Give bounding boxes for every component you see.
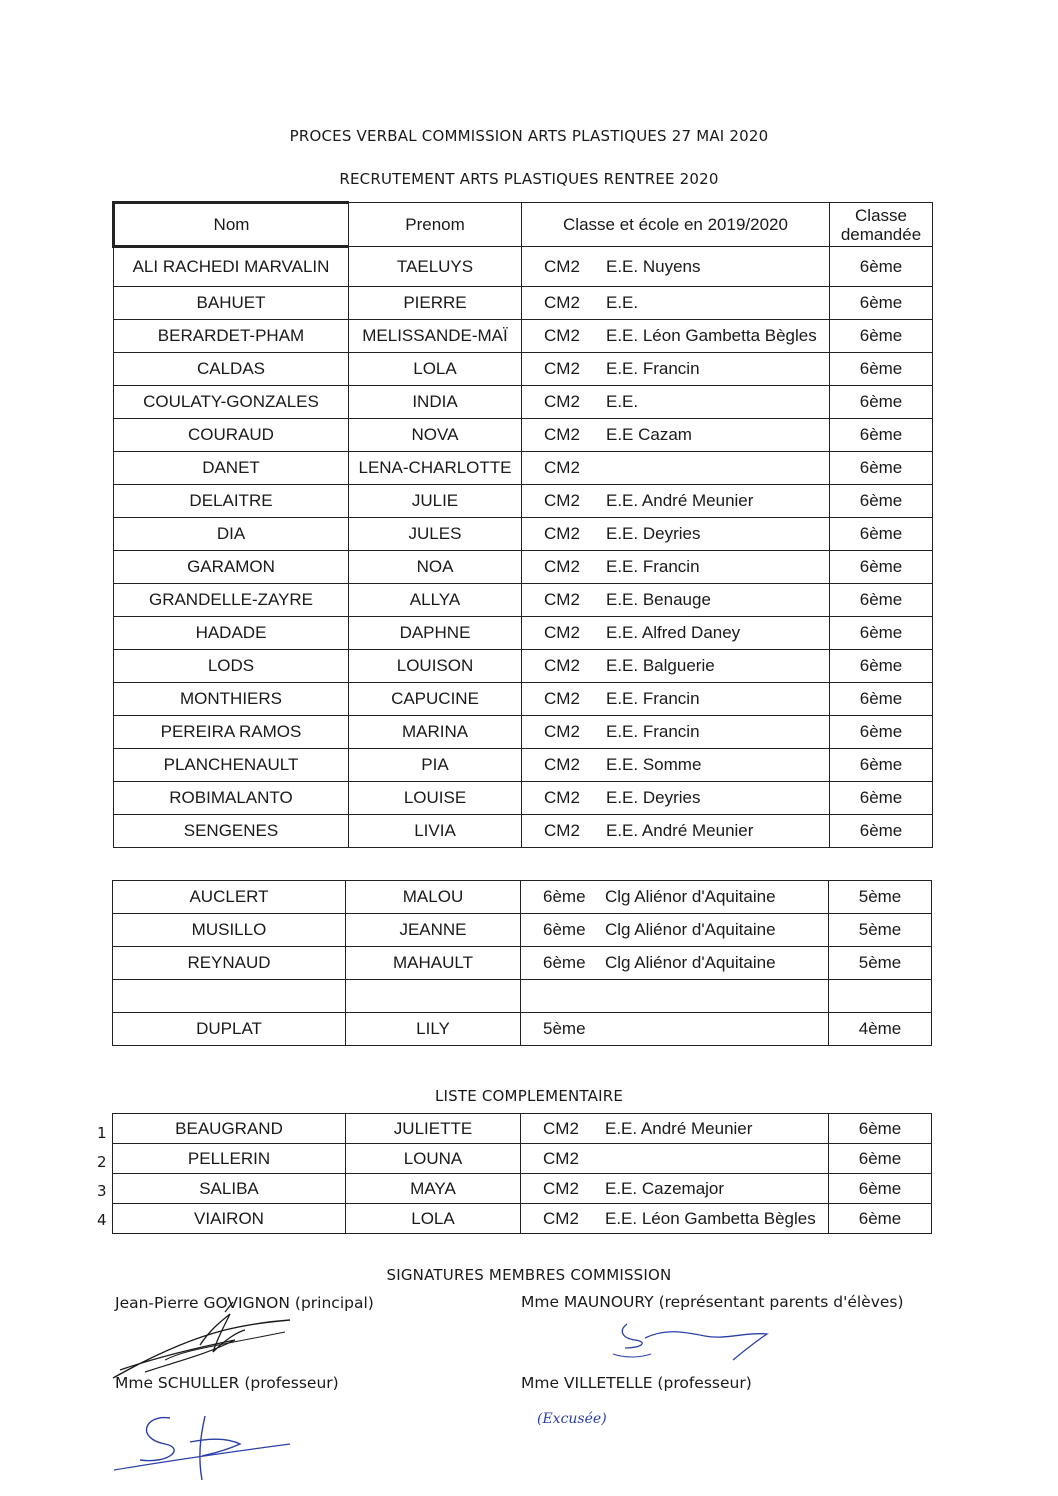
cell-prenom: ALLYA	[349, 584, 522, 617]
row-index: 1	[97, 1124, 107, 1142]
header-classe-demandee-line2: demandée	[840, 224, 922, 244]
cell-classe-ecole	[522, 716, 830, 749]
cell-nom: COULATY-GONZALES	[114, 386, 349, 419]
table-row	[113, 947, 932, 980]
cell-prenom: MAHAULT	[346, 947, 521, 980]
cell-nom: REYNAUD	[113, 947, 346, 980]
cell-classe: CM2	[544, 557, 580, 576]
table-row	[114, 247, 933, 287]
cell-prenom: DAPHNE	[349, 617, 522, 650]
cell-prenom: LOUISE	[349, 782, 522, 815]
cell-ecole: E.E. Francin	[606, 689, 700, 708]
cell-classe-ecole	[521, 947, 829, 980]
table-row	[113, 1174, 932, 1204]
cell-classe: CM2	[543, 1148, 579, 1168]
table-row	[114, 452, 933, 485]
cell-classe-demandee: 6ème	[829, 1174, 932, 1204]
cell-classe-demandee	[829, 980, 932, 1013]
table-row	[114, 650, 933, 683]
cell-classe-ecole	[522, 650, 830, 683]
cell-classe-ecole	[522, 287, 830, 320]
cell-nom: DANET	[114, 452, 349, 485]
cell-classe: CM2	[544, 524, 580, 543]
cell-ecole: E.E. Nuyens	[606, 256, 701, 276]
cell-nom: PELLERIN	[113, 1144, 346, 1174]
table-row	[114, 551, 933, 584]
cell-nom: DELAITRE	[114, 485, 349, 518]
cell-classe-demandee: 6ème	[830, 386, 933, 419]
cell-classe: CM2	[544, 623, 580, 642]
signature-label-parents: Mme MAUNOURY (représentant parents d'élèves)	[521, 1293, 904, 1311]
cell-classe-ecole	[522, 617, 830, 650]
cell-classe: CM2	[543, 1208, 579, 1228]
cell-classe: CM2	[544, 755, 580, 774]
signature-parents-image	[605, 1318, 775, 1368]
cell-classe-ecole	[522, 386, 830, 419]
cell-classe-demandee: 6ème	[830, 815, 933, 848]
cell-classe: CM2	[544, 788, 580, 807]
header-classe-demandee-line1: Classe	[855, 205, 907, 225]
cell-classe-ecole	[522, 815, 830, 848]
signature-label-principal: Jean-Pierre GOVIGNON (principal)	[115, 1294, 374, 1312]
cell-classe: CM2	[544, 425, 580, 444]
cell-prenom: PIA	[349, 749, 522, 782]
cell-classe-ecole	[521, 1013, 829, 1046]
cell-classe: CM2	[544, 689, 580, 708]
cell-nom: DIA	[114, 518, 349, 551]
table-row	[114, 485, 933, 518]
cell-nom: GRANDELLE-ZAYRE	[114, 584, 349, 617]
cell-classe-demandee: 6ème	[830, 452, 933, 485]
cell-ecole: E.E. André Meunier	[606, 821, 754, 840]
cell-ecole: E.E. André Meunier	[605, 1118, 753, 1138]
table-row	[114, 815, 933, 848]
cell-prenom: NOA	[349, 551, 522, 584]
liste-complementaire-table	[112, 1113, 932, 1234]
cell-nom: AUCLERT	[113, 881, 346, 914]
header-nom: Nom	[114, 203, 349, 247]
cell-prenom: LOLA	[346, 1204, 521, 1234]
cell-nom: SENGENES	[114, 815, 349, 848]
cell-classe-demandee: 6ème	[830, 485, 933, 518]
cell-nom: PEREIRA RAMOS	[114, 716, 349, 749]
cell-classe-demandee: 6ème	[830, 518, 933, 551]
table-row	[114, 320, 933, 353]
cell-classe-demandee: 6ème	[830, 247, 933, 287]
cell-classe-demandee: 6ème	[830, 782, 933, 815]
cell-prenom: JULES	[349, 518, 522, 551]
cell-classe-ecole	[521, 1114, 829, 1144]
cell-classe-demandee: 6ème	[830, 551, 933, 584]
cell-ecole: Clg Aliénor d'Aquitaine	[605, 920, 776, 939]
cell-prenom: MAYA	[346, 1174, 521, 1204]
cell-classe-demandee: 5ème	[829, 947, 932, 980]
cell-classe-ecole	[521, 881, 829, 914]
cell-ecole: E.E. André Meunier	[606, 491, 754, 510]
row-index: 2	[97, 1153, 107, 1171]
cell-classe: CM2	[543, 1178, 579, 1198]
cell-nom: PLANCHENAULT	[114, 749, 349, 782]
table-row	[113, 980, 932, 1013]
cell-classe-ecole	[522, 419, 830, 452]
table-row	[114, 386, 933, 419]
cell-nom: ALI RACHEDI MARVALIN	[114, 247, 349, 287]
table-header-row	[114, 203, 933, 247]
cell-classe-demandee: 6ème	[830, 617, 933, 650]
cell-nom: BAHUET	[114, 287, 349, 320]
cell-ecole: E.E Cazam	[606, 425, 692, 444]
cell-nom: COURAUD	[114, 419, 349, 452]
cell-classe-demandee: 6ème	[830, 419, 933, 452]
cell-prenom: PIERRE	[349, 287, 522, 320]
cell-prenom: JULIE	[349, 485, 522, 518]
cell-prenom: LOLA	[349, 353, 522, 386]
cell-classe: 6ème	[543, 887, 586, 906]
cell-ecole: E.E.	[606, 392, 639, 411]
cell-nom: LODS	[114, 650, 349, 683]
table-row	[113, 881, 932, 914]
cell-nom: GARAMON	[114, 551, 349, 584]
cell-classe-demandee: 6ème	[830, 353, 933, 386]
cell-ecole: E.E. Francin	[606, 557, 700, 576]
cell-nom: VIAIRON	[113, 1204, 346, 1234]
cell-classe-ecole	[522, 518, 830, 551]
header-prenom: Prenom	[349, 203, 522, 247]
cell-classe: 6ème	[543, 920, 586, 939]
cell-classe: CM2	[544, 590, 580, 609]
cell-classe: CM2	[544, 656, 580, 675]
cell-classe: CM2	[544, 392, 580, 411]
cell-classe: CM2	[544, 491, 580, 510]
cell-classe-ecole	[521, 980, 829, 1013]
cell-nom: BEAUGRAND	[113, 1114, 346, 1144]
main-recruitment-table	[112, 201, 933, 848]
cell-classe: 6ème	[543, 953, 586, 972]
cell-ecole: E.E. Francin	[606, 359, 700, 378]
table-row	[114, 683, 933, 716]
cell-classe: 5ème	[543, 1019, 586, 1038]
cell-prenom: CAPUCINE	[349, 683, 522, 716]
signatures-title: SIGNATURES MEMBRES COMMISSION	[386, 1266, 672, 1284]
table-row	[113, 914, 932, 947]
cell-classe-demandee: 5ème	[829, 914, 932, 947]
table-row	[114, 617, 933, 650]
college-table	[112, 880, 932, 1046]
cell-classe-demandee: 6ème	[830, 650, 933, 683]
cell-prenom: LILY	[346, 1013, 521, 1046]
cell-prenom	[346, 980, 521, 1013]
cell-ecole: Clg Aliénor d'Aquitaine	[605, 953, 776, 972]
cell-nom: MONTHIERS	[114, 683, 349, 716]
signature-label-prof1: Mme SCHULLER (professeur)	[115, 1374, 339, 1392]
cell-classe-ecole	[521, 914, 829, 947]
cell-classe: CM2	[544, 821, 580, 840]
row-index: 3	[97, 1182, 107, 1200]
cell-prenom: INDIA	[349, 386, 522, 419]
cell-classe-ecole	[522, 320, 830, 353]
table-row	[114, 749, 933, 782]
table-row	[114, 419, 933, 452]
cell-classe-demandee: 6ème	[830, 749, 933, 782]
cell-prenom: JEANNE	[346, 914, 521, 947]
table-row	[114, 287, 933, 320]
cell-classe-ecole	[522, 749, 830, 782]
cell-prenom: LOUNA	[346, 1144, 521, 1174]
cell-ecole: E.E. Somme	[606, 755, 702, 774]
cell-prenom: MALOU	[346, 881, 521, 914]
cell-ecole: E.E. Deyries	[606, 524, 701, 543]
cell-prenom: LOUISON	[349, 650, 522, 683]
table-row	[113, 1013, 932, 1046]
signature-principal-image	[105, 1300, 305, 1385]
cell-classe-ecole	[522, 247, 830, 287]
cell-ecole: E.E. Benauge	[606, 590, 711, 609]
cell-ecole: E.E. Francin	[606, 722, 700, 741]
cell-ecole: E.E. Balguerie	[606, 656, 715, 675]
cell-nom: DUPLAT	[113, 1013, 346, 1046]
cell-classe-ecole	[522, 584, 830, 617]
cell-prenom: MELISSANDE-MAÏ	[349, 320, 522, 353]
table-row	[114, 584, 933, 617]
cell-ecole: E.E. Cazemajor	[605, 1178, 725, 1198]
cell-classe: CM2	[544, 458, 580, 477]
cell-prenom: LIVIA	[349, 815, 522, 848]
cell-classe: CM2	[544, 359, 580, 378]
cell-classe: CM2	[544, 326, 580, 345]
cell-ecole: E.E. Léon Gambetta Bègles	[606, 326, 817, 345]
row-index: 4	[97, 1211, 107, 1229]
cell-ecole: E.E. Alfred Daney	[606, 623, 741, 642]
table-row	[113, 1144, 932, 1174]
cell-prenom: TAELUYS	[349, 247, 522, 287]
cell-nom: CALDAS	[114, 353, 349, 386]
cell-classe-ecole	[521, 1204, 829, 1234]
document-subtitle: RECRUTEMENT ARTS PLASTIQUES RENTREE 2020	[339, 170, 719, 188]
cell-classe: CM2	[544, 293, 580, 312]
cell-nom	[113, 980, 346, 1013]
document-title: PROCES VERBAL COMMISSION ARTS PLASTIQUES 27 MAI 2020	[289, 127, 769, 145]
cell-prenom: MARINA	[349, 716, 522, 749]
cell-nom: SALIBA	[113, 1174, 346, 1204]
cell-classe-demandee: 6ème	[830, 287, 933, 320]
cell-nom: HADADE	[114, 617, 349, 650]
cell-ecole: E.E.	[606, 293, 639, 312]
table-row	[114, 518, 933, 551]
cell-classe-demandee: 6ème	[829, 1114, 932, 1144]
cell-classe-ecole	[522, 683, 830, 716]
cell-classe-demandee: 6ème	[830, 716, 933, 749]
cell-classe-demandee: 6ème	[829, 1144, 932, 1174]
cell-ecole: E.E. Léon Gambetta Bègles	[605, 1208, 816, 1228]
cell-nom: ROBIMALANTO	[114, 782, 349, 815]
cell-classe: CM2	[544, 256, 580, 276]
cell-ecole: E.E. Deyries	[606, 788, 701, 807]
cell-classe-ecole	[522, 353, 830, 386]
cell-prenom: NOVA	[349, 419, 522, 452]
cell-classe-ecole	[522, 485, 830, 518]
cell-classe-demandee: 6ème	[829, 1204, 932, 1234]
table-row	[113, 1204, 932, 1234]
cell-nom: BERARDET-PHAM	[114, 320, 349, 353]
table-row	[113, 1114, 932, 1144]
cell-classe-ecole	[522, 551, 830, 584]
cell-nom: MUSILLO	[113, 914, 346, 947]
signature-prof1-image	[110, 1408, 300, 1488]
cell-classe-demandee: 4ème	[829, 1013, 932, 1046]
cell-classe: CM2	[543, 1118, 579, 1138]
cell-classe-ecole	[521, 1174, 829, 1204]
signature-label-prof2: Mme VILLETELLE (professeur)	[521, 1374, 752, 1392]
cell-classe-ecole	[522, 782, 830, 815]
liste-complementaire-title: LISTE COMPLEMENTAIRE	[434, 1087, 624, 1105]
cell-classe-ecole	[521, 1144, 829, 1174]
cell-prenom: LENA-CHARLOTTE	[349, 452, 522, 485]
header-classe-demandee	[830, 203, 933, 247]
cell-ecole: Clg Aliénor d'Aquitaine	[605, 887, 776, 906]
cell-classe-demandee: 6ème	[830, 584, 933, 617]
cell-prenom: JULIETTE	[346, 1114, 521, 1144]
cell-classe-demandee: 6ème	[830, 320, 933, 353]
excuse-note: (Excusée)	[537, 1411, 607, 1427]
cell-classe-demandee: 5ème	[829, 881, 932, 914]
table-row	[114, 782, 933, 815]
table-row	[114, 716, 933, 749]
cell-classe: CM2	[544, 722, 580, 741]
cell-classe-demandee: 6ème	[830, 683, 933, 716]
header-classe-ecole: Classe et école en 2019/2020	[522, 203, 830, 247]
cell-classe-ecole	[522, 452, 830, 485]
table-row	[114, 353, 933, 386]
